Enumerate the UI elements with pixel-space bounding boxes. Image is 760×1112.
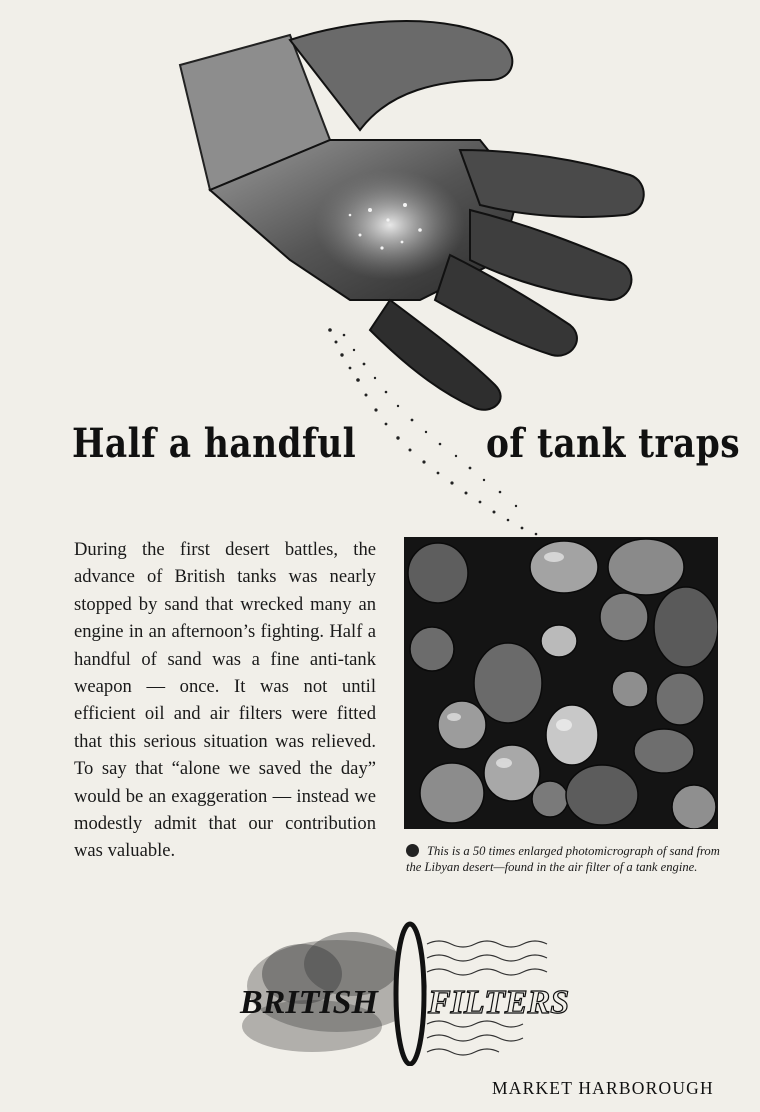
logo-word-british: BRITISH — [240, 984, 378, 1021]
photo-caption — [406, 844, 724, 875]
photo-caption-text: This is a 50 times enlarged photomicrograph of sand from the Libyan desert—found in the air filter of a tank engine. — [406, 844, 720, 874]
logo-word-filters: FILTERS — [428, 984, 570, 1021]
sand-photomicrograph — [404, 537, 718, 829]
headline-part-2: of tank traps — [486, 420, 741, 467]
body-text: During the first desert battles, the advance of British tanks was nearly stopped by sand that wrecked many an engine in an afternoon’s fighting. Half a handful of sand was a fine anti-tank weapon — once. It was not until efficient oil and air filters were fitted that this serious situation was relieved. To say that “alone we saved the day” would be an exaggeration — instead we modestly admit that our contribution was valuable. — [74, 539, 376, 862]
headline-part-1: Half a handful — [72, 420, 357, 467]
company-location: MARKET HARBOROUGH — [492, 1078, 714, 1098]
british-filters-logo — [232, 916, 572, 1066]
bullet-icon — [406, 844, 419, 857]
